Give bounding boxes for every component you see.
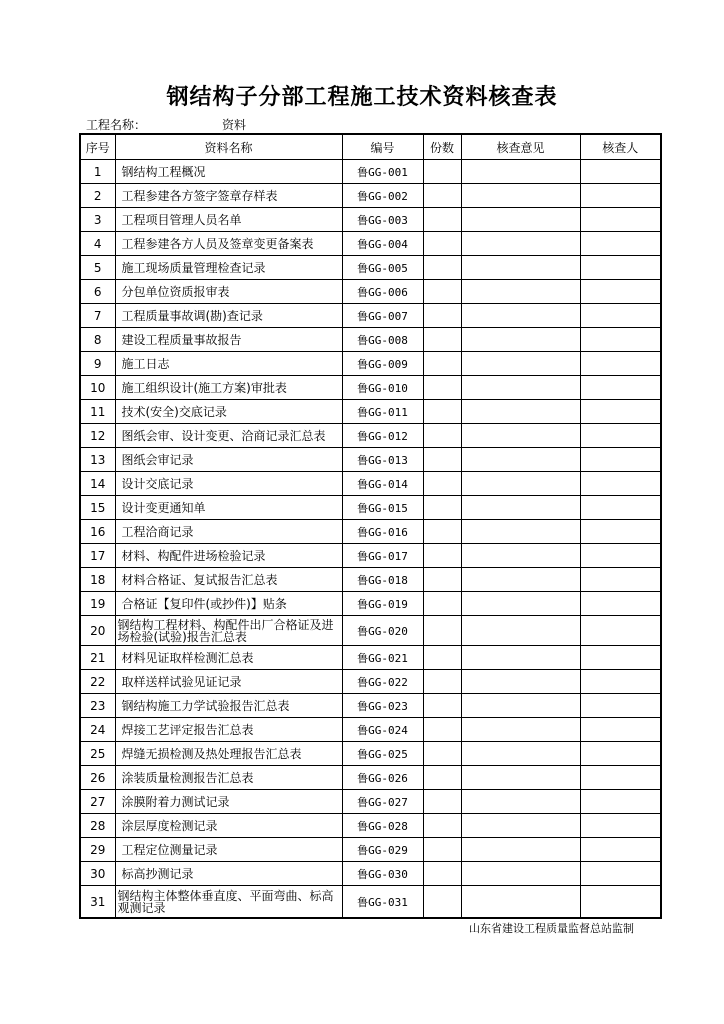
column-header-doc-name: 资料名称: [115, 134, 342, 160]
row-copies-cell[interactable]: [423, 694, 461, 718]
row-review-opinion-cell[interactable]: [461, 886, 580, 919]
row-code: 鲁GG-019: [342, 592, 423, 616]
row-seq: 23: [80, 694, 115, 718]
row-review-opinion-cell[interactable]: [461, 208, 580, 232]
row-review-opinion-cell[interactable]: [461, 280, 580, 304]
row-code: 鲁GG-016: [342, 520, 423, 544]
row-review-opinion-cell[interactable]: [461, 814, 580, 838]
row-doc-name: 标高抄测记录: [115, 862, 342, 886]
row-review-opinion-cell[interactable]: [461, 160, 580, 184]
row-doc-name: 钢结构施工力学试验报告汇总表: [115, 694, 342, 718]
row-code: 鲁GG-014: [342, 472, 423, 496]
row-copies-cell[interactable]: [423, 670, 461, 694]
row-seq: 1: [80, 160, 115, 184]
row-seq: 5: [80, 256, 115, 280]
row-code: 鲁GG-031: [342, 886, 423, 919]
row-copies-cell[interactable]: [423, 742, 461, 766]
page-title: 钢结构子分部工程施工技术资料核查表: [166, 85, 558, 110]
row-reviewer-cell[interactable]: [580, 544, 661, 568]
column-header-code: 编号: [342, 134, 423, 160]
row-reviewer-cell[interactable]: [580, 616, 661, 646]
row-code: 鲁GG-013: [342, 448, 423, 472]
row-doc-name: 钢结构工程材料、构配件出厂合格证及进场检验(试验)报告汇总表: [115, 616, 342, 646]
row-copies-cell[interactable]: [423, 280, 461, 304]
row-copies-cell[interactable]: [423, 616, 461, 646]
table-row: [80, 862, 661, 886]
row-doc-name: 设计变更通知单: [115, 496, 342, 520]
row-copies-cell[interactable]: [423, 766, 461, 790]
row-code: 鲁GG-017: [342, 544, 423, 568]
row-review-opinion-cell[interactable]: [461, 790, 580, 814]
table-row: [80, 616, 661, 646]
table-row: [80, 646, 661, 670]
row-code: 鲁GG-008: [342, 328, 423, 352]
row-seq: 7: [80, 304, 115, 328]
table-row: [80, 520, 661, 544]
row-review-opinion-cell[interactable]: [461, 496, 580, 520]
row-reviewer-cell[interactable]: [580, 592, 661, 616]
row-code: 鲁GG-029: [342, 838, 423, 862]
row-review-opinion-cell[interactable]: [461, 838, 580, 862]
row-copies-cell[interactable]: [423, 472, 461, 496]
row-reviewer-cell[interactable]: [580, 646, 661, 670]
row-reviewer-cell[interactable]: [580, 280, 661, 304]
table-row: [80, 376, 661, 400]
row-copies-cell[interactable]: [423, 304, 461, 328]
row-reviewer-cell[interactable]: [580, 352, 661, 376]
row-review-opinion-cell[interactable]: [461, 472, 580, 496]
table-row: [80, 448, 661, 472]
row-doc-name: 材料、构配件进场检验记录: [115, 544, 342, 568]
row-review-opinion-cell[interactable]: [461, 592, 580, 616]
table-row: [80, 790, 661, 814]
row-reviewer-cell[interactable]: [580, 232, 661, 256]
document-check-table: [79, 133, 662, 919]
row-doc-name: 涂装质量检测报告汇总表: [115, 766, 342, 790]
row-code: 鲁GG-015: [342, 496, 423, 520]
row-code: 鲁GG-022: [342, 670, 423, 694]
row-reviewer-cell[interactable]: [580, 496, 661, 520]
row-reviewer-cell[interactable]: [580, 862, 661, 886]
row-reviewer-cell[interactable]: [580, 424, 661, 448]
row-doc-name: 钢结构工程概况: [115, 160, 342, 184]
row-copies-cell[interactable]: [423, 328, 461, 352]
row-copies-cell[interactable]: [423, 520, 461, 544]
row-code: 鲁GG-009: [342, 352, 423, 376]
row-reviewer-cell[interactable]: [580, 376, 661, 400]
row-doc-name: 设计交底记录: [115, 472, 342, 496]
row-review-opinion-cell[interactable]: [461, 400, 580, 424]
row-copies-cell[interactable]: [423, 790, 461, 814]
row-copies-cell[interactable]: [423, 568, 461, 592]
table-row: [80, 718, 661, 742]
row-reviewer-cell[interactable]: [580, 448, 661, 472]
row-doc-name: 焊缝无损检测及热处理报告汇总表: [115, 742, 342, 766]
row-seq: 30: [80, 862, 115, 886]
row-review-opinion-cell[interactable]: [461, 184, 580, 208]
row-code: 鲁GG-027: [342, 790, 423, 814]
row-seq: 31: [80, 886, 115, 919]
row-code: 鲁GG-010: [342, 376, 423, 400]
row-code: 鲁GG-002: [342, 184, 423, 208]
row-seq: 19: [80, 592, 115, 616]
row-reviewer-cell[interactable]: [580, 520, 661, 544]
row-reviewer-cell[interactable]: [580, 742, 661, 766]
table-row: [80, 496, 661, 520]
row-code: 鲁GG-001: [342, 160, 423, 184]
row-review-opinion-cell[interactable]: [461, 568, 580, 592]
column-header-reviewer: 核查人: [580, 134, 661, 160]
row-doc-name: 图纸会审、设计变更、洽商记录汇总表: [115, 424, 342, 448]
row-doc-name: 工程定位测量记录: [115, 838, 342, 862]
row-reviewer-cell[interactable]: [580, 208, 661, 232]
row-doc-name: 工程洽商记录: [115, 520, 342, 544]
table-row: [80, 424, 661, 448]
table-row: [80, 670, 661, 694]
row-reviewer-cell[interactable]: [580, 766, 661, 790]
table-row: [80, 256, 661, 280]
table-row: [80, 208, 661, 232]
row-reviewer-cell[interactable]: [580, 838, 661, 862]
row-doc-name: 材料合格证、复试报告汇总表: [115, 568, 342, 592]
row-seq: 15: [80, 496, 115, 520]
table-row: [80, 160, 661, 184]
table-row: [80, 886, 661, 919]
row-reviewer-cell[interactable]: [580, 814, 661, 838]
table-row: [80, 838, 661, 862]
column-header-review-opinion: 核查意见: [461, 134, 580, 160]
row-reviewer-cell[interactable]: [580, 670, 661, 694]
row-doc-name: 技术(安全)交底记录: [115, 400, 342, 424]
row-code: 鲁GG-018: [342, 568, 423, 592]
row-doc-name: 涂层厚度检测记录: [115, 814, 342, 838]
row-reviewer-cell[interactable]: [580, 790, 661, 814]
row-copies-cell[interactable]: [423, 160, 461, 184]
row-doc-name: 工程质量事故调(勘)查记录: [115, 304, 342, 328]
row-code: 鲁GG-006: [342, 280, 423, 304]
row-seq: 25: [80, 742, 115, 766]
row-reviewer-cell[interactable]: [580, 256, 661, 280]
row-copies-cell[interactable]: [423, 256, 461, 280]
row-code: 鲁GG-030: [342, 862, 423, 886]
row-copies-cell[interactable]: [423, 184, 461, 208]
table-row: [80, 184, 661, 208]
row-code: 鲁GG-020: [342, 616, 423, 646]
row-review-opinion-cell[interactable]: [461, 718, 580, 742]
row-seq: 22: [80, 670, 115, 694]
row-review-opinion-cell[interactable]: [461, 256, 580, 280]
row-copies-cell[interactable]: [423, 352, 461, 376]
row-seq: 26: [80, 766, 115, 790]
row-reviewer-cell[interactable]: [580, 304, 661, 328]
table-row: [80, 694, 661, 718]
row-code: 鲁GG-004: [342, 232, 423, 256]
row-doc-name: 焊接工艺评定报告汇总表: [115, 718, 342, 742]
table-row: [80, 766, 661, 790]
row-doc-name: 取样送样试验见证记录: [115, 670, 342, 694]
row-reviewer-cell[interactable]: [580, 718, 661, 742]
row-copies-cell[interactable]: [423, 400, 461, 424]
row-seq: 10: [80, 376, 115, 400]
row-doc-name: 施工日志: [115, 352, 342, 376]
row-seq: 13: [80, 448, 115, 472]
row-copies-cell[interactable]: [423, 208, 461, 232]
row-seq: 20: [80, 616, 115, 646]
row-review-opinion-cell[interactable]: [461, 742, 580, 766]
row-seq: 12: [80, 424, 115, 448]
row-copies-cell[interactable]: [423, 814, 461, 838]
row-reviewer-cell[interactable]: [580, 328, 661, 352]
row-code: 鲁GG-011: [342, 400, 423, 424]
table-row: [80, 400, 661, 424]
row-copies-cell[interactable]: [423, 592, 461, 616]
row-doc-name: 工程参建各方签字签章存样表: [115, 184, 342, 208]
row-reviewer-cell[interactable]: [580, 160, 661, 184]
row-seq: 9: [80, 352, 115, 376]
row-doc-name: 工程参建各方人员及签章变更备案表: [115, 232, 342, 256]
row-copies-cell[interactable]: [423, 646, 461, 670]
row-review-opinion-cell[interactable]: [461, 694, 580, 718]
row-seq: 8: [80, 328, 115, 352]
row-review-opinion-cell[interactable]: [461, 328, 580, 352]
row-copies-cell[interactable]: [423, 448, 461, 472]
row-code: 鲁GG-003: [342, 208, 423, 232]
row-seq: 11: [80, 400, 115, 424]
row-review-opinion-cell[interactable]: [461, 304, 580, 328]
row-seq: 28: [80, 814, 115, 838]
row-copies-cell[interactable]: [423, 232, 461, 256]
row-seq: 27: [80, 790, 115, 814]
row-copies-cell[interactable]: [423, 718, 461, 742]
table-body: [80, 160, 661, 919]
table-row: [80, 814, 661, 838]
row-review-opinion-cell[interactable]: [461, 448, 580, 472]
row-reviewer-cell[interactable]: [580, 886, 661, 919]
row-copies-cell[interactable]: [423, 424, 461, 448]
row-seq: 16: [80, 520, 115, 544]
row-code: 鲁GG-012: [342, 424, 423, 448]
row-doc-name: 施工组织设计(施工方案)审批表: [115, 376, 342, 400]
table-row: [80, 280, 661, 304]
column-header-seq: 序号: [80, 134, 115, 160]
project-name-label: 工程名称：: [86, 118, 147, 132]
row-code: 鲁GG-025: [342, 742, 423, 766]
row-doc-name: 工程项目管理人员名单: [115, 208, 342, 232]
row-seq: 24: [80, 718, 115, 742]
row-review-opinion-cell[interactable]: [461, 376, 580, 400]
row-copies-cell[interactable]: [423, 376, 461, 400]
row-copies-cell[interactable]: [423, 544, 461, 568]
table-row: [80, 352, 661, 376]
row-seq: 18: [80, 568, 115, 592]
table-row: [80, 568, 661, 592]
row-review-opinion-cell[interactable]: [461, 424, 580, 448]
table-row: [80, 592, 661, 616]
row-review-opinion-cell[interactable]: [461, 616, 580, 646]
row-seq: 21: [80, 646, 115, 670]
row-review-opinion-cell[interactable]: [461, 646, 580, 670]
row-reviewer-cell[interactable]: [580, 568, 661, 592]
column-header-copies: 份数: [423, 134, 461, 160]
table-row: [80, 232, 661, 256]
row-review-opinion-cell[interactable]: [461, 862, 580, 886]
row-doc-name: 施工现场质量管理检查记录: [115, 256, 342, 280]
row-seq: 14: [80, 472, 115, 496]
table-row: [80, 472, 661, 496]
row-copies-cell[interactable]: [423, 886, 461, 919]
row-seq: 4: [80, 232, 115, 256]
row-copies-cell[interactable]: [423, 496, 461, 520]
project-name-value: 资料: [222, 118, 247, 132]
row-code: 鲁GG-005: [342, 256, 423, 280]
footer-issuer: 山东省建设工程质量监督总站监制: [469, 922, 634, 935]
row-code: 鲁GG-026: [342, 766, 423, 790]
row-seq: 2: [80, 184, 115, 208]
row-code: 鲁GG-023: [342, 694, 423, 718]
row-doc-name: 合格证【复印件(或抄件)】贴条: [115, 592, 342, 616]
row-seq: 17: [80, 544, 115, 568]
row-doc-name: 涂膜附着力测试记录: [115, 790, 342, 814]
table-row: [80, 742, 661, 766]
row-reviewer-cell[interactable]: [580, 694, 661, 718]
row-reviewer-cell[interactable]: [580, 472, 661, 496]
row-copies-cell[interactable]: [423, 862, 461, 886]
row-doc-name: 建设工程质量事故报告: [115, 328, 342, 352]
row-code: 鲁GG-007: [342, 304, 423, 328]
row-reviewer-cell[interactable]: [580, 400, 661, 424]
table-row: [80, 544, 661, 568]
row-doc-name: 图纸会审记录: [115, 448, 342, 472]
row-reviewer-cell[interactable]: [580, 184, 661, 208]
row-doc-name: 钢结构主体整体垂直度、平面弯曲、标高观测记录: [115, 886, 342, 919]
row-seq: 29: [80, 838, 115, 862]
row-copies-cell[interactable]: [423, 838, 461, 862]
table-header-row: [80, 134, 661, 160]
row-review-opinion-cell[interactable]: [461, 352, 580, 376]
table-row: [80, 328, 661, 352]
row-seq: 3: [80, 208, 115, 232]
row-review-opinion-cell[interactable]: [461, 544, 580, 568]
row-doc-name: 材料见证取样检测汇总表: [115, 646, 342, 670]
row-review-opinion-cell[interactable]: [461, 520, 580, 544]
row-review-opinion-cell[interactable]: [461, 670, 580, 694]
row-doc-name: 分包单位资质报审表: [115, 280, 342, 304]
row-review-opinion-cell[interactable]: [461, 232, 580, 256]
table-row: [80, 304, 661, 328]
row-review-opinion-cell[interactable]: [461, 766, 580, 790]
row-code: 鲁GG-024: [342, 718, 423, 742]
row-code: 鲁GG-021: [342, 646, 423, 670]
row-seq: 6: [80, 280, 115, 304]
row-code: 鲁GG-028: [342, 814, 423, 838]
